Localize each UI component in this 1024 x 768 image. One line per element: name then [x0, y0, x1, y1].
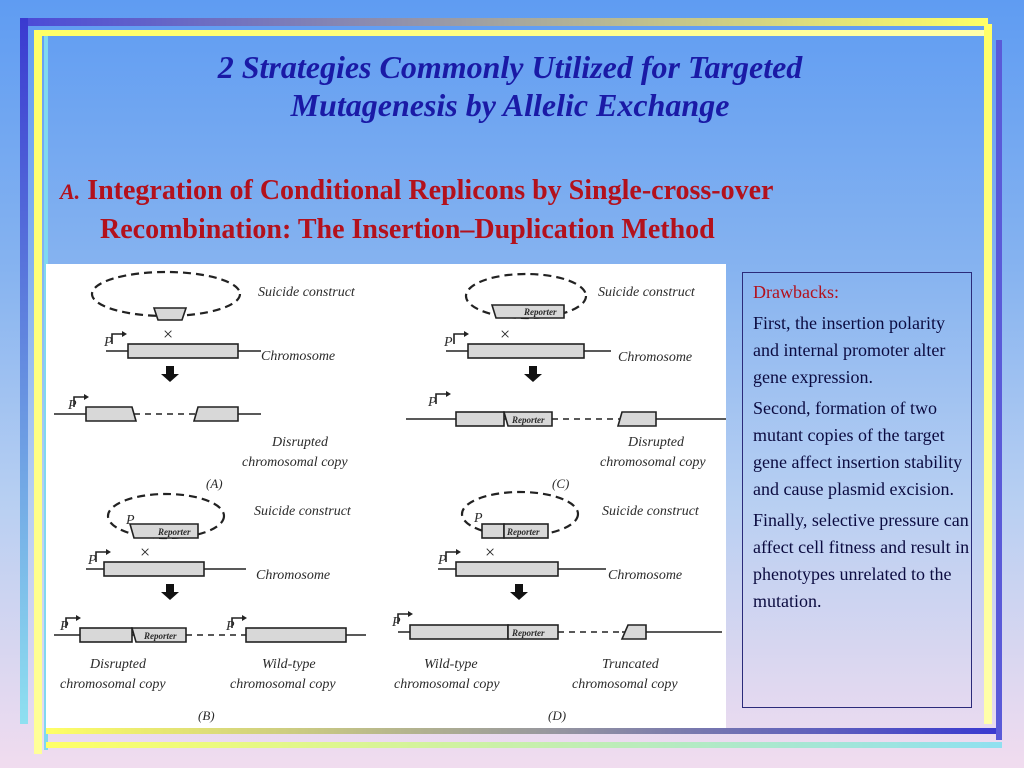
- crossover-mark: ×: [485, 542, 496, 562]
- truncated-label: Truncated: [602, 657, 659, 672]
- gene-box: [456, 562, 558, 576]
- gene-box: [80, 628, 132, 642]
- drawback-item: First, the insertion polarity and internal promoter alter gene expression.: [753, 313, 946, 387]
- chromosome-label: Chromosome: [256, 568, 331, 583]
- step-arrow: [510, 584, 528, 600]
- wildtype-label: Wild-type: [424, 657, 478, 672]
- mutagenesis-diagram: [46, 264, 726, 728]
- frame-bar: [996, 40, 1002, 740]
- promoter-label: P: [428, 395, 437, 410]
- reporter-label: Reporter: [144, 631, 177, 641]
- gene-box: [246, 628, 346, 642]
- slide-title: [60, 48, 960, 124]
- drawbacks-heading: Drawbacks:: [753, 282, 839, 302]
- gene-fragment: [154, 308, 186, 320]
- wildtype-label: chromosomal copy: [230, 677, 336, 692]
- suicide-construct-label: Suicide construct: [602, 504, 699, 519]
- title-line: Mutagenesis by Allelic Exchange: [290, 87, 730, 123]
- mutagenesis-figure: [46, 264, 726, 728]
- reporter-label: Reporter: [507, 527, 540, 537]
- gene-box: [456, 412, 504, 426]
- frame-bar: [46, 728, 996, 734]
- disrupted-label: chromosomal copy: [60, 677, 166, 692]
- promoter-label: P: [68, 398, 77, 413]
- gene-box: [468, 344, 584, 358]
- frame-bar: [34, 30, 42, 754]
- promoter-label: P: [126, 513, 135, 528]
- gene-box: [482, 524, 504, 538]
- section-heading-line: Integration of Conditional Replicons by Single-cross-over: [80, 175, 774, 206]
- wildtype-label: chromosomal copy: [394, 677, 500, 692]
- frame-bar: [20, 18, 28, 724]
- step-arrow: [161, 366, 179, 382]
- gene-box: [104, 562, 204, 576]
- section-heading: [60, 172, 960, 249]
- gene-box: [194, 407, 238, 421]
- promoter-label: P: [88, 553, 97, 568]
- frame-bar: [984, 24, 992, 724]
- disrupted-label: Disrupted: [272, 435, 328, 450]
- disrupted-label: chromosomal copy: [600, 455, 706, 470]
- panel-label: (D): [548, 708, 567, 723]
- step-arrow: [161, 584, 179, 600]
- reporter-label: Reporter: [524, 307, 557, 317]
- reporter-label: Reporter: [512, 415, 545, 425]
- promoter-label: P: [392, 615, 401, 630]
- suicide-construct-label: Suicide construct: [598, 285, 695, 300]
- panel-label: (A): [206, 476, 223, 491]
- section-tag: A.: [60, 179, 81, 204]
- title-line: 2 Strategies Commonly Utilized for Targeted: [217, 49, 803, 85]
- promoter-label: P: [226, 619, 235, 634]
- crossover-mark: ×: [163, 324, 174, 344]
- chromosome-label: Chromosome: [618, 350, 693, 365]
- section-heading-line: Recombination: The Insertion–Duplication Method: [100, 214, 715, 245]
- crossover-mark: ×: [500, 324, 511, 344]
- gene-box: [618, 412, 656, 426]
- disrupted-label: Disrupted: [90, 657, 146, 672]
- frame-bar: [46, 742, 1002, 748]
- gene-box: [410, 625, 508, 639]
- gene-box: [86, 407, 136, 421]
- gene-box: [622, 625, 646, 639]
- wildtype-label: Wild-type: [262, 657, 316, 672]
- crossover-mark: ×: [140, 542, 151, 562]
- frame-bar: [20, 18, 988, 26]
- frame-bar: [40, 30, 988, 36]
- disrupted-label: chromosomal copy: [242, 455, 348, 470]
- suicide-construct-label: Suicide construct: [258, 285, 355, 300]
- panel-label: (B): [198, 708, 215, 723]
- chromosome-label: Chromosome: [608, 568, 683, 583]
- disrupted-label: Disrupted: [628, 435, 684, 450]
- drawback-item: Second, formation of two mutant copies of the target gene affect insertion stability and cause plasmid excision.: [753, 398, 963, 499]
- promoter-label: P: [474, 511, 483, 526]
- promoter-label: P: [438, 553, 447, 568]
- drawback-item: Finally, selective pressure can affect cell fitness and result in phenotypes unrelated to the mutation.: [753, 510, 970, 611]
- panel-label: (C): [552, 476, 570, 491]
- promoter-label: P: [444, 335, 453, 350]
- promoter-label: P: [60, 619, 69, 634]
- drawbacks-box: [742, 272, 972, 708]
- promoter-label: P: [104, 335, 113, 350]
- reporter-label: Reporter: [158, 527, 191, 537]
- step-arrow: [524, 366, 542, 382]
- truncated-label: chromosomal copy: [572, 677, 678, 692]
- chromosome-label: Chromosome: [261, 349, 336, 364]
- panel-a: [54, 272, 261, 421]
- gene-box: [128, 344, 238, 358]
- reporter-label: Reporter: [512, 628, 545, 638]
- suicide-construct-label: Suicide construct: [254, 504, 351, 519]
